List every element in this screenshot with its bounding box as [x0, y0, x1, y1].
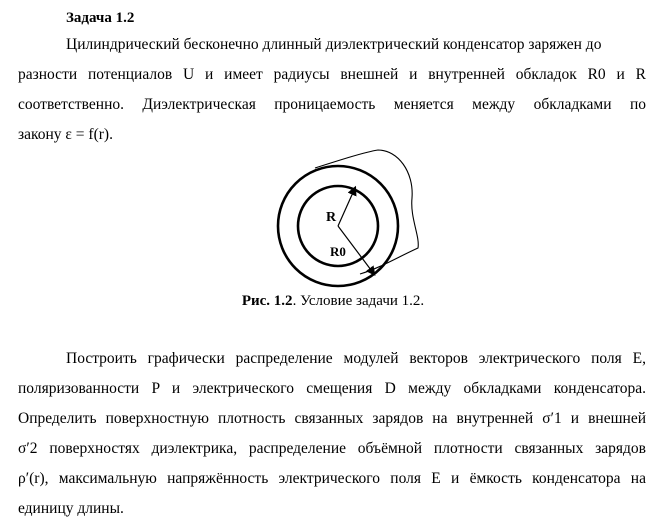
radius-R-arrow [338, 188, 355, 226]
label-R: R [326, 210, 337, 225]
figure-caption-text: . Условие задачи 1.2. [292, 293, 425, 309]
task-line-1: Построить графически распределение модулей векторов электрического поля E, [66, 350, 646, 367]
figure-caption [0, 293, 666, 310]
task-line-5: ρ′(r), максимальную напряжённость электрического поля E и ёмкость конденсатора на [18, 470, 646, 487]
intro-line-4: закону ε = f(r). [18, 126, 113, 143]
label-R0: R0 [330, 244, 346, 259]
intro-line-2: разности потенциалов U и имеет радиусы внешней и внутренней обкладок R0 и R [18, 66, 646, 83]
intro-line-1: Цилиндрический бесконечно длинный диэлектрический конденсатор заряжен до [66, 36, 602, 53]
figure-caption-label: Рис. 1.2 [241, 293, 293, 309]
task-line-6: единицу длины. [18, 500, 124, 517]
intro-line-3: соответственно. Диэлектрическая проницаемость меняется между обкладками по [18, 96, 646, 113]
problem-title: Задача 1.2 [66, 10, 135, 26]
task-line-4: σ′2 поверхностях диэлектрика, распределение объёмной плотности связанных зарядов [18, 440, 646, 457]
task-line-3: Определить поверхностную плотность связанных зарядов на внутренней σ′1 и внешней [18, 410, 646, 427]
task-line-2: поляризованности P и электрического смещения D между обкладками конденсатора. [18, 380, 646, 397]
